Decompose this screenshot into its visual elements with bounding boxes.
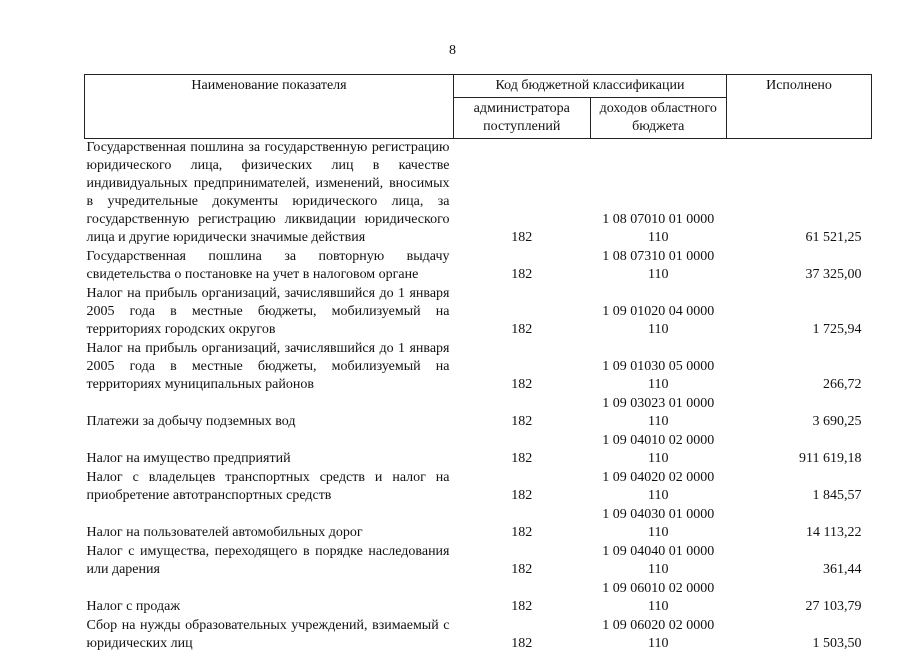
row-admin-code: 182	[511, 636, 533, 651]
row-name: Налог на прибыль организаций, зачислявшийся до 1 января 2005 года в местные бюджеты, мобилизуемый на территориях городских округов	[86, 286, 450, 337]
table-row	[85, 580, 872, 617]
row-income-code: 1 09 03023 01 0000 110	[602, 396, 715, 429]
table-row	[85, 340, 872, 395]
row-admin-code: 182	[511, 451, 533, 466]
row-amount: 1 845,57	[812, 488, 862, 503]
row-admin-code: 182	[511, 230, 533, 245]
row-amount: 37 325,00	[805, 267, 862, 282]
row-income-code: 1 09 04030 01 0000 110	[602, 507, 715, 540]
row-income-code: 1 09 06010 02 0000 110	[602, 581, 715, 614]
row-amount: 361,44	[823, 562, 862, 577]
row-amount: 1 725,94	[812, 322, 862, 337]
row-admin-code: 182	[511, 414, 533, 429]
row-admin-code: 182	[511, 267, 533, 282]
row-name: Налог на имущество предприятий	[86, 451, 291, 466]
header-income: доходов областного бюджета	[590, 98, 727, 139]
row-admin-code: 182	[511, 322, 533, 337]
row-name: Налог с продаж	[86, 599, 180, 614]
row-income-code: 1 09 01030 05 0000 110	[602, 359, 715, 392]
row-income-code: 1 08 07310 01 0000 110	[602, 249, 715, 282]
row-amount: 27 103,79	[805, 599, 862, 614]
row-income-code: 1 08 07010 01 0000 110	[602, 212, 715, 245]
row-admin-code: 182	[511, 599, 533, 614]
table-row	[85, 506, 872, 543]
row-name: Государственная пошлина за повторную выдачу свидетельства о постановке на учет в налоговом органе	[86, 249, 450, 282]
row-income-code: 1 09 04020 02 0000 110	[602, 470, 715, 503]
table-row	[85, 139, 872, 249]
row-name: Налог на прибыль организаций, зачислявшийся до 1 января 2005 года в местные бюджеты, мобилизуемый на территориях муниципальных районов	[86, 341, 450, 392]
header-budget-code: Код бюджетной классификации	[454, 75, 727, 98]
row-name: Государственная пошлина за государственную регистрацию юридического лица, физических лиц в качестве индивидуальных предпринимателей, изменений, вносимых в учредительные документы юридического лица, за государственную регистрацию ликвидации юридического лица и другие юридически значимые действия	[86, 140, 450, 245]
row-name: Налог на пользователей автомобильных дорог	[86, 525, 363, 540]
table-row	[85, 543, 872, 580]
row-name: Налог с владельцев транспортных средств и налог на приобретение автотранспортных средств	[86, 470, 450, 503]
budget-table	[84, 74, 872, 654]
header-name: Наименование показателя	[85, 75, 454, 139]
header-done: Исполнено	[727, 75, 872, 139]
row-amount: 266,72	[823, 377, 862, 392]
row-amount: 911 619,18	[799, 451, 862, 466]
row-admin-code: 182	[511, 488, 533, 503]
row-admin-code: 182	[511, 562, 533, 577]
row-income-code: 1 09 06020 02 0000 110	[602, 618, 715, 651]
row-admin-code: 182	[511, 377, 533, 392]
table-row	[85, 432, 872, 469]
row-amount: 14 113,22	[806, 525, 862, 540]
table-row	[85, 469, 872, 506]
row-admin-code: 182	[511, 525, 533, 540]
page-number: 8	[449, 43, 456, 58]
header-admin: администратора поступлений	[454, 98, 591, 139]
row-name: Сбор на нужды образовательных учреждений, взимаемый с юридических лиц	[86, 618, 450, 651]
row-name: Налог с имущества, переходящего в порядке наследования или дарения	[86, 544, 450, 577]
row-amount: 1 503,50	[812, 636, 862, 651]
table-row	[85, 285, 872, 340]
table-row	[85, 395, 872, 432]
table-row	[85, 248, 872, 285]
row-income-code: 1 09 01020 04 0000 110	[602, 304, 715, 337]
row-amount: 3 690,25	[812, 414, 862, 429]
row-income-code: 1 09 04040 01 0000 110	[602, 544, 715, 577]
table-row	[85, 617, 872, 654]
row-name: Платежи за добычу подземных вод	[86, 414, 296, 429]
row-income-code: 1 09 04010 02 0000 110	[602, 433, 715, 466]
row-amount: 61 521,25	[805, 230, 862, 245]
